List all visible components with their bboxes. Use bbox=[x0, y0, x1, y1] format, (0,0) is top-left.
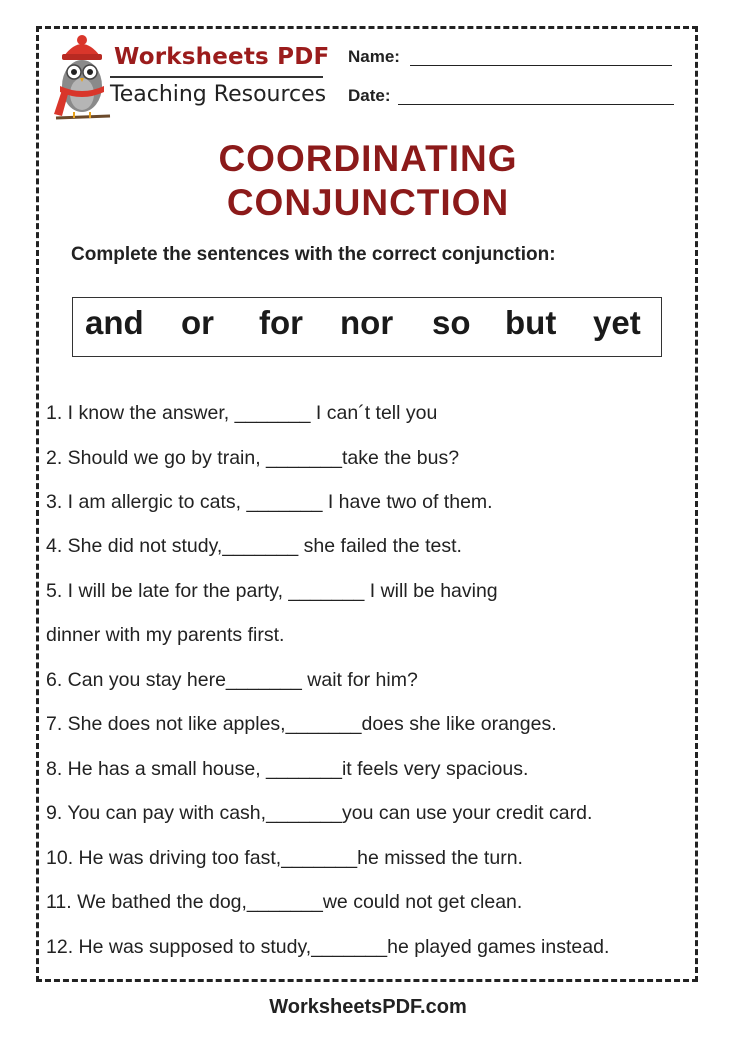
sentence-item: 2. Should we go by train, _______take the bus? bbox=[46, 447, 460, 469]
sentence-item-continued: dinner with my parents first. bbox=[46, 624, 285, 646]
name-field[interactable] bbox=[348, 47, 400, 67]
word-bank-item: and bbox=[85, 304, 144, 341]
word-bank-item: but bbox=[505, 304, 557, 341]
sentence-item: 10. He was driving too fast,_______he missed the turn. bbox=[46, 847, 523, 869]
sentence-item: 11. We bathed the dog,_______we could not get clean. bbox=[46, 891, 523, 913]
sentence-item: 4. She did not study,_______ she failed the test. bbox=[46, 535, 462, 557]
sentence-item: 6. Can you stay here_______ wait for him? bbox=[46, 669, 418, 691]
sentence-item: 1. I know the answer, _______ I can´t tell you bbox=[46, 402, 438, 424]
page-title-line-1: COORDINATING bbox=[218, 138, 518, 179]
word-bank-item: so bbox=[432, 304, 471, 341]
date-field[interactable] bbox=[348, 86, 391, 106]
date-line[interactable] bbox=[398, 104, 674, 105]
word-bank-item: or bbox=[181, 304, 214, 341]
sentence-item: 12. He was supposed to study,_______he played games instead. bbox=[46, 936, 610, 958]
sentence-item: 8. He has a small house, _______it feels very spacious. bbox=[46, 758, 529, 780]
name-label: Name: bbox=[348, 47, 400, 66]
sentence-item: 5. I will be late for the party, _______ I will be having bbox=[46, 580, 498, 602]
brand-divider bbox=[110, 76, 323, 78]
word-bank-item: for bbox=[259, 304, 303, 341]
brand-title: Worksheets PDF bbox=[114, 44, 330, 70]
sentence-item: 3. I am allergic to cats, _______ I have two of them. bbox=[46, 491, 493, 513]
owl-mascot-icon bbox=[50, 34, 114, 126]
brand-subtitle: Teaching Resources bbox=[110, 82, 327, 107]
name-line[interactable] bbox=[410, 65, 672, 66]
word-bank-item: yet bbox=[593, 304, 641, 341]
instruction-text: Complete the sentences with the correct conjunction: bbox=[71, 244, 556, 265]
sentence-item: 7. She does not like apples,_______does she like oranges. bbox=[46, 713, 557, 735]
sentence-item: 9. You can pay with cash,_______you can use your credit card. bbox=[46, 802, 593, 824]
date-label: Date: bbox=[348, 86, 391, 105]
page-title-line-2: CONJUNCTION bbox=[226, 182, 510, 223]
word-bank-item: nor bbox=[340, 304, 394, 341]
footer-website: WorksheetsPDF.com bbox=[269, 996, 467, 1018]
